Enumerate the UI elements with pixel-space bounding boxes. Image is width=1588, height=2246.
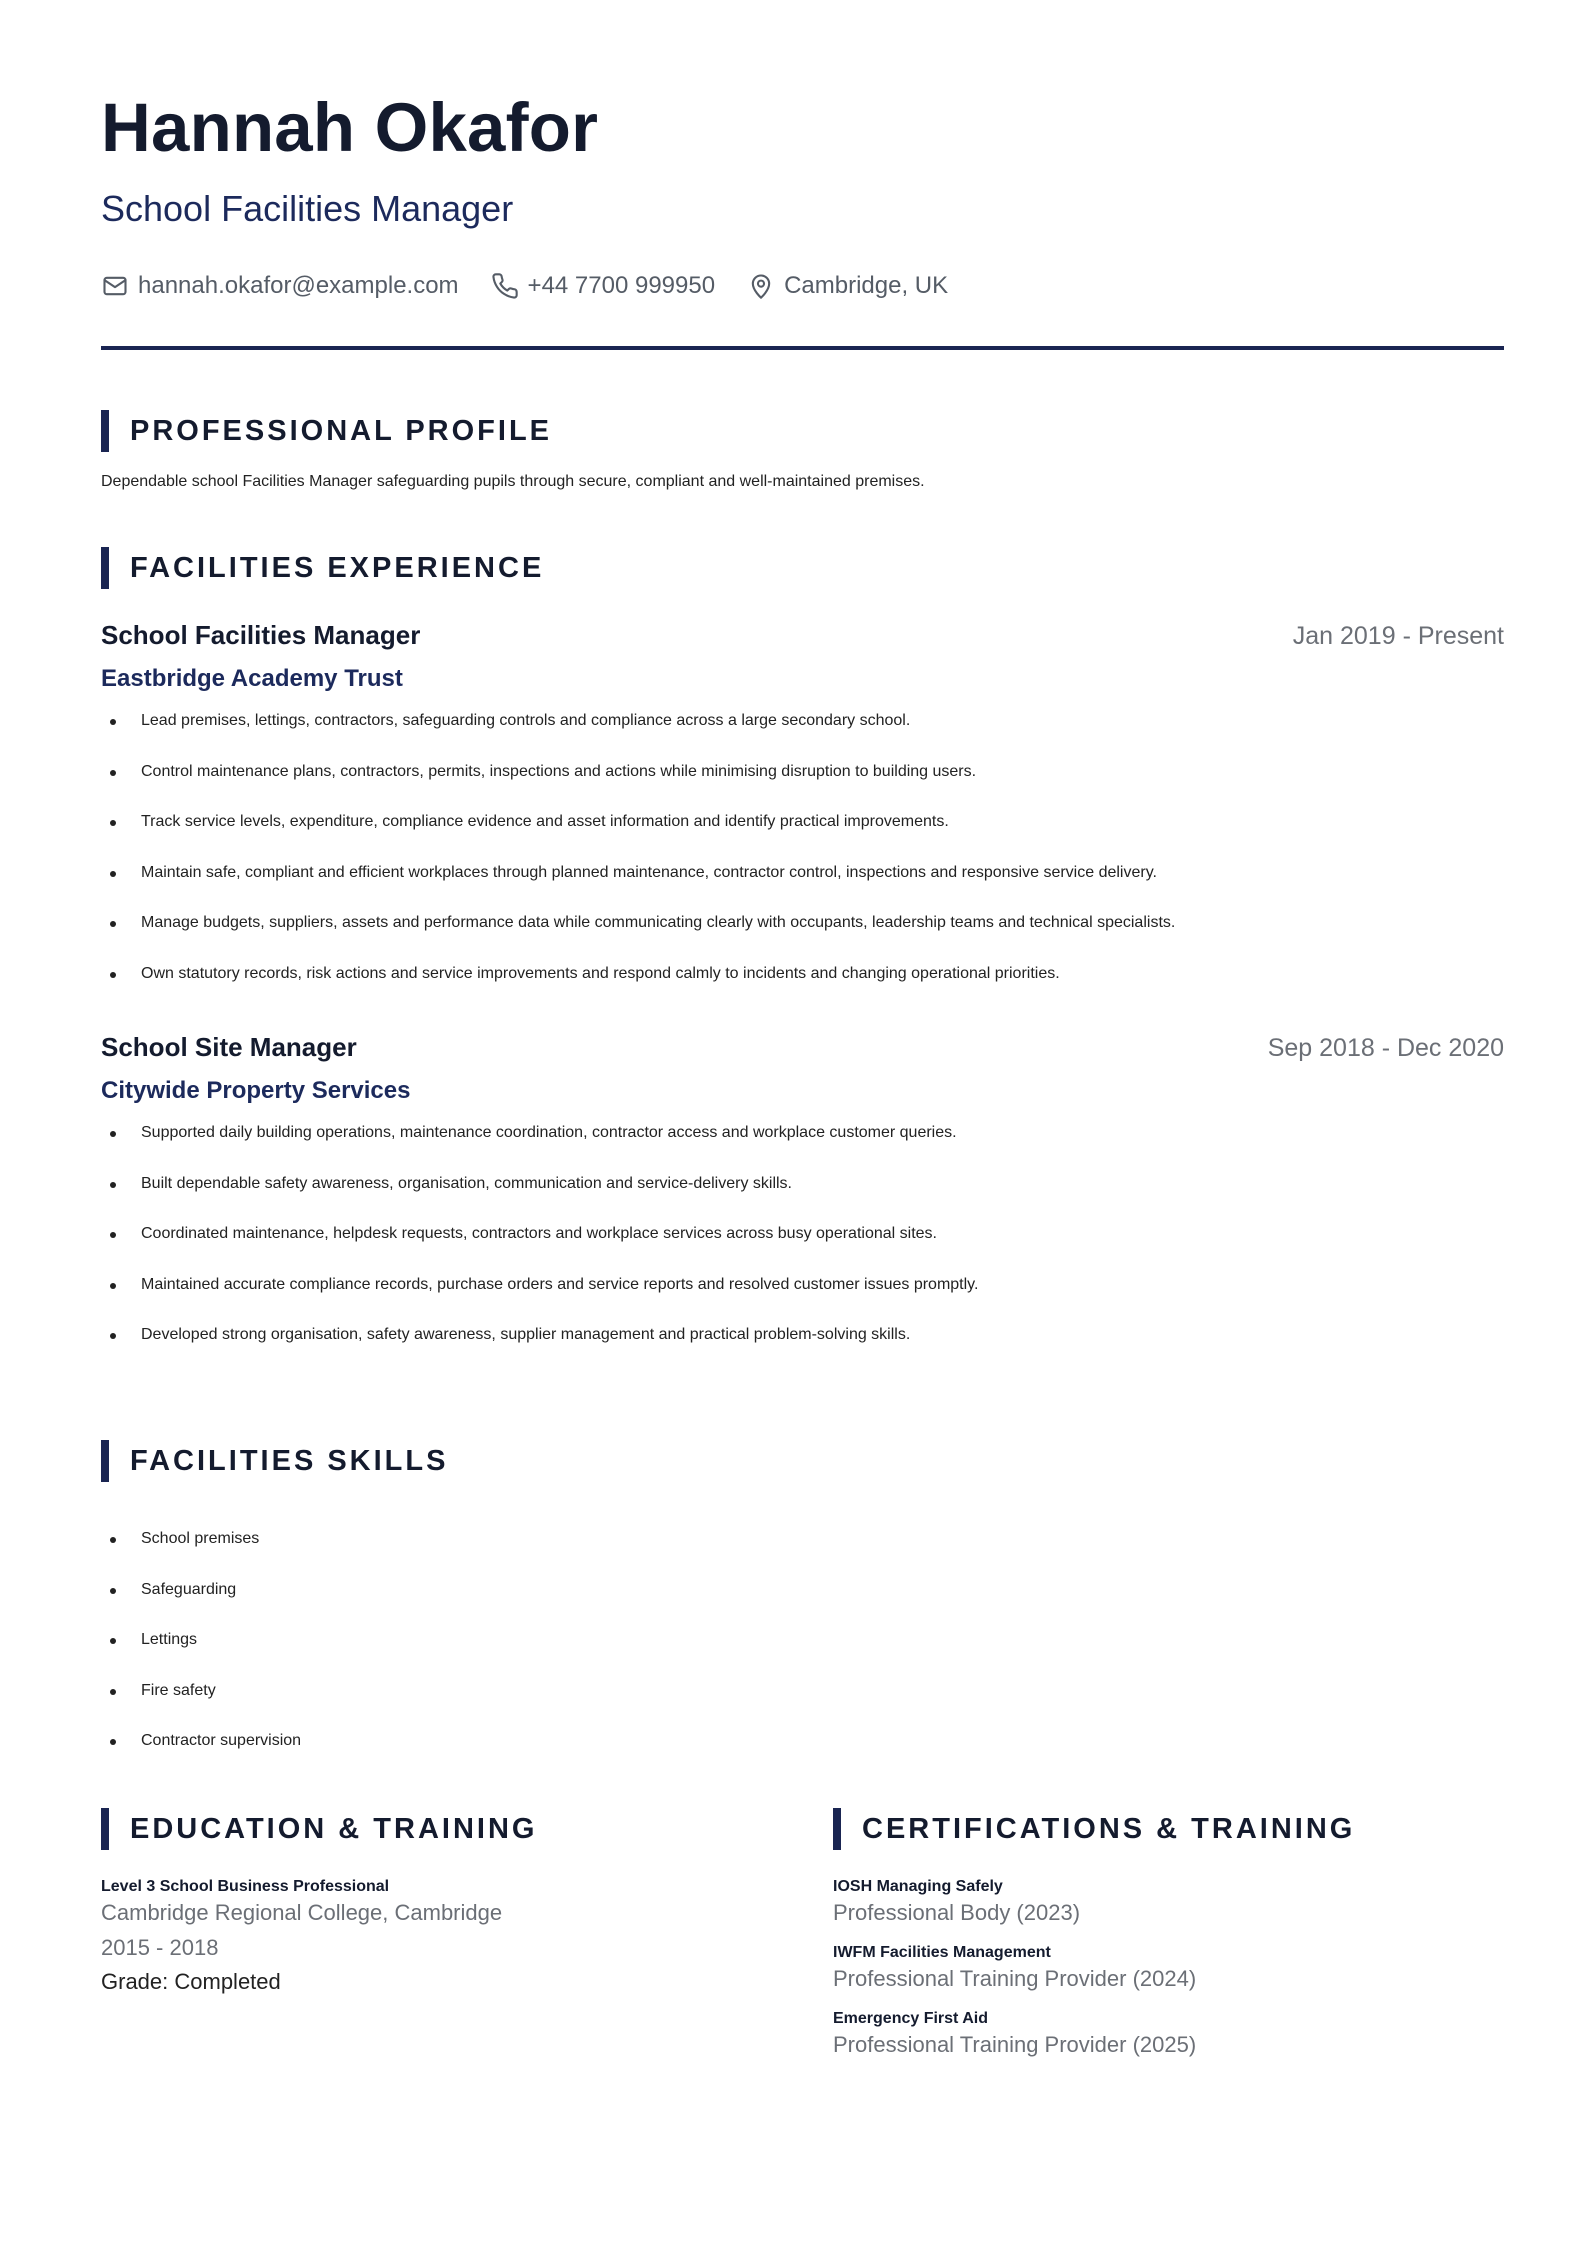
list-item: Maintained accurate compliance records, purchase orders and service reports and resolved customer issues promptly.: [101, 1273, 1504, 1324]
profile-section-heading: [101, 410, 552, 452]
list-item: Supported daily building operations, maintenance coordination, contractor access and workplace customer queries.: [101, 1121, 1504, 1172]
list-item: Built dependable safety awareness, organisation, communication and service-delivery skills.: [101, 1172, 1504, 1223]
experience-section-heading: [101, 547, 544, 589]
location-text: Cambridge, UK: [784, 272, 949, 299]
phone-icon: [491, 272, 519, 300]
list-item: Lettings: [101, 1628, 301, 1679]
education-institution: Cambridge Regional College, Cambridge: [101, 1900, 503, 1925]
list-item: Control maintenance plans, contractors, permits, inspections and actions while minimising disruption to building users.: [101, 760, 1504, 811]
list-item: Own statutory records, risk actions and service improvements and respond calmly to incidents and changing operational priorities.: [101, 962, 1504, 1013]
list-item: Lead premises, lettings, contractors, safeguarding controls and compliance across a large secondary school.: [101, 709, 1504, 760]
education-entry: [101, 1878, 781, 1995]
job-bullets: [101, 709, 1504, 1012]
contact-phone[interactable]: [491, 272, 716, 300]
job-title: School Facilities Manager: [101, 620, 421, 650]
section-title: PROFESSIONAL PROFILE: [130, 414, 553, 447]
job-bullets: [101, 1121, 1504, 1374]
education-section-heading: [101, 1808, 781, 1850]
section-title: EDUCATION & TRAINING: [130, 1812, 538, 1845]
candidate-headline: School Facilities Manager: [101, 188, 514, 229]
contact-bar: [101, 272, 980, 300]
list-item: Safeguarding: [101, 1578, 301, 1629]
section-accent-bar: [101, 547, 109, 589]
certification-title: IOSH Managing Safely: [833, 1878, 1003, 1895]
contact-email[interactable]: [101, 272, 459, 300]
mail-icon: [101, 272, 129, 300]
skills-section-heading: [101, 1440, 448, 1482]
section-title: FACILITIES SKILLS: [130, 1444, 449, 1477]
section-accent-bar: [833, 1808, 841, 1850]
skills-list: [101, 1527, 301, 1780]
certifications-section-heading: [833, 1808, 1513, 1850]
certification-title: IWFM Facilities Management: [833, 1944, 1051, 1961]
email-text: hannah.okafor@example.com: [138, 272, 459, 299]
location-pin-icon: [747, 272, 775, 300]
list-item: Developed strong organisation, safety awareness, supplier management and practical problem-solving skills.: [101, 1323, 1504, 1374]
certification-title: Emergency First Aid: [833, 2010, 989, 2027]
education-column: [101, 1808, 781, 1995]
section-accent-bar: [101, 1440, 109, 1482]
certification-issuer: Professional Training Provider (2024): [833, 1966, 1197, 1991]
section-accent-bar: [101, 1808, 109, 1850]
certification-entry: [833, 2010, 1513, 2058]
education-grade: Grade: Completed: [101, 1969, 281, 1994]
list-item: Manage budgets, suppliers, assets and performance data while communicating clearly with occupants, leadership teams and technical specialists.: [101, 911, 1504, 962]
education-dates: 2015 - 2018: [101, 1935, 219, 1960]
section-title: FACILITIES EXPERIENCE: [130, 551, 545, 584]
list-item: Track service levels, expenditure, compliance evidence and asset information and identify practical improvements.: [101, 810, 1504, 861]
job-entry: [101, 620, 1504, 1012]
certifications-column: [833, 1808, 1513, 2058]
contact-location: [747, 272, 948, 300]
job-title: School Site Manager: [101, 1032, 357, 1062]
phone-text: +44 7700 999950: [527, 272, 716, 299]
job-dates: Jan 2019 - Present: [1292, 622, 1504, 650]
job-dates: Sep 2018 - Dec 2020: [1267, 1034, 1504, 1062]
list-item: Contractor supervision: [101, 1729, 301, 1780]
certification-entry: [833, 1944, 1513, 1992]
list-item: Maintain safe, compliant and efficient workplaces through planned maintenance, contractor control, inspections and responsive service delivery.: [101, 861, 1504, 912]
job-company: Eastbridge Academy Trust: [101, 665, 403, 692]
candidate-name: Hannah Okafor: [101, 89, 599, 166]
certification-issuer: Professional Body (2023): [833, 1900, 1081, 1925]
job-entry: [101, 1032, 1504, 1374]
job-company: Citywide Property Services: [101, 1077, 411, 1104]
list-item: Coordinated maintenance, helpdesk requests, contractors and workplace services across busy operational sites.: [101, 1222, 1504, 1273]
list-item: School premises: [101, 1527, 301, 1578]
profile-summary: Dependable school Facilities Manager safeguarding pupils through secure, compliant and well-maintained premises.: [101, 473, 925, 490]
header-divider: [101, 346, 1504, 350]
education-title: Level 3 School Business Professional: [101, 1878, 390, 1895]
section-title: CERTIFICATIONS & TRAINING: [862, 1812, 1356, 1845]
list-item: Fire safety: [101, 1679, 301, 1730]
certification-entry: [833, 1878, 1513, 1926]
certification-issuer: Professional Training Provider (2025): [833, 2032, 1197, 2057]
section-accent-bar: [101, 410, 109, 452]
